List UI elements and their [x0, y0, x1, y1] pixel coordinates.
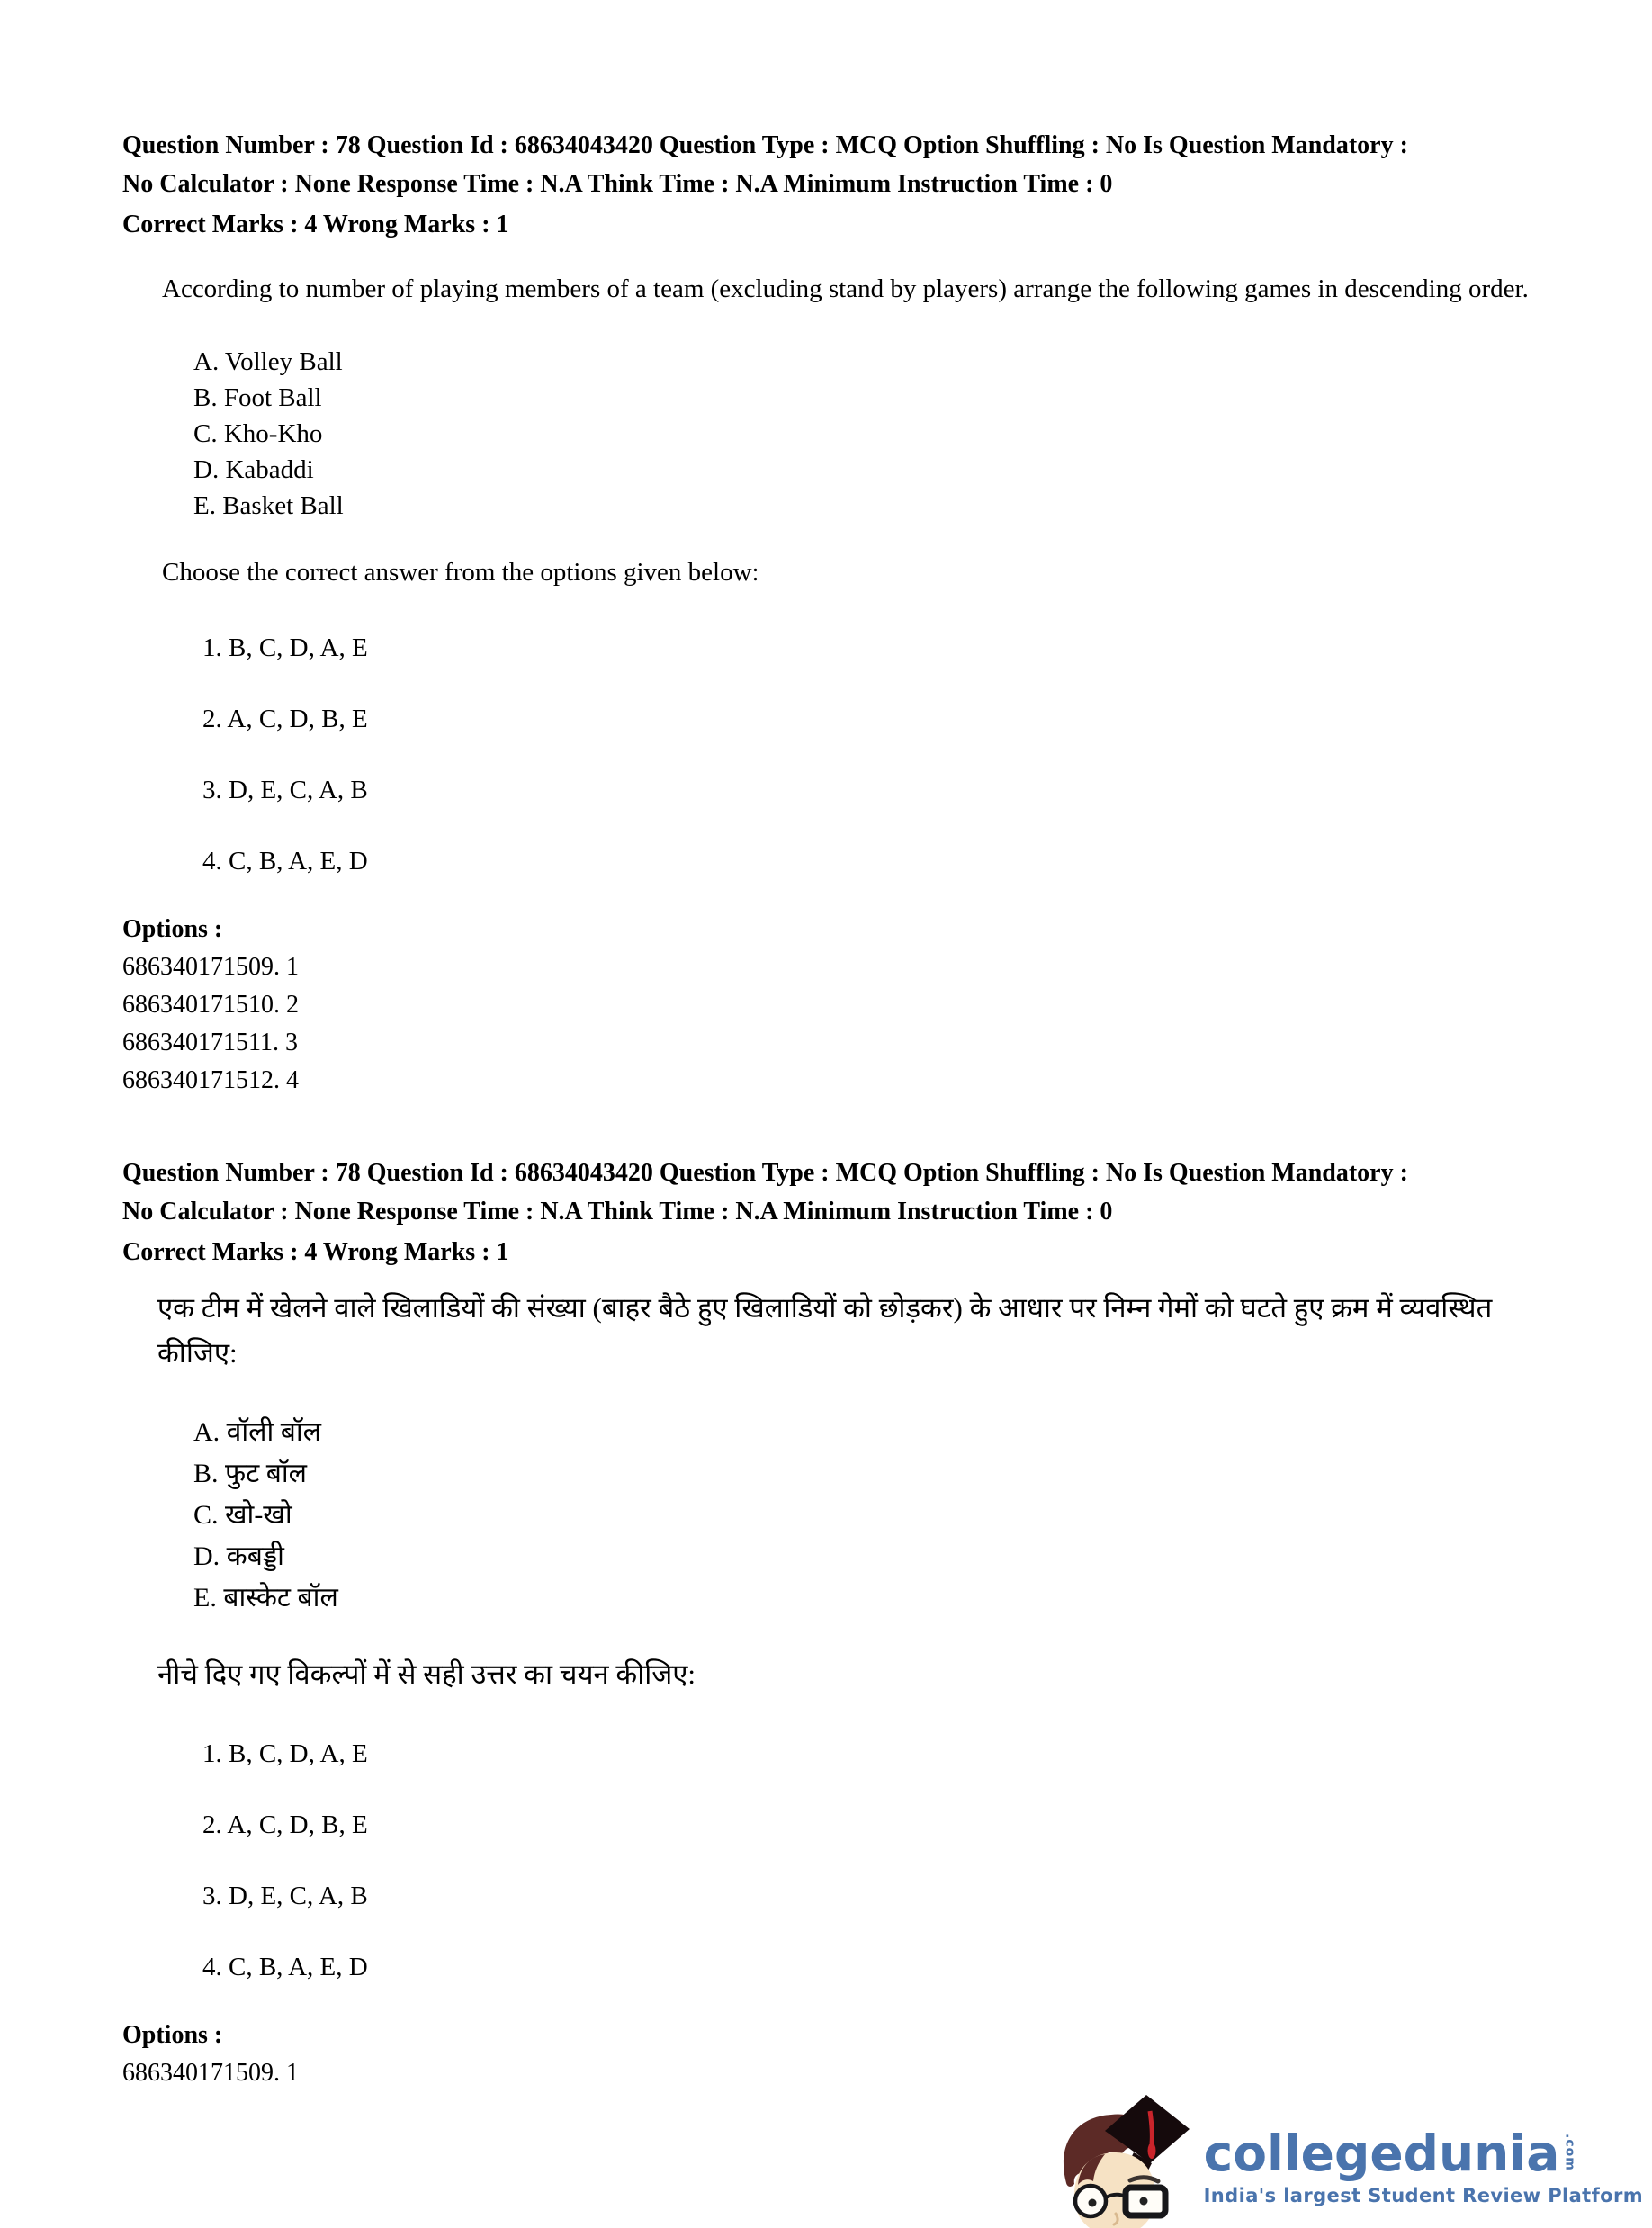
collegedunia-mascot-icon	[1044, 2091, 1195, 2228]
question-item: C. खो-खो	[193, 1500, 292, 1530]
question-item: D. कबड्डी	[193, 1541, 284, 1571]
question-item-list	[193, 1412, 1553, 1619]
question-item: B. Foot Ball	[193, 383, 322, 412]
question-block-english	[122, 126, 1553, 1100]
question-item-list	[193, 344, 1553, 524]
option-id: 686340171509. 1	[122, 2059, 299, 2087]
question-meta	[122, 126, 1553, 203]
answer-choice: 4. C, B, A, E, D	[202, 1953, 368, 1981]
answer-choice: 1. B, C, D, A, E	[202, 1739, 368, 1768]
brand-suffix: .com	[1562, 2133, 1577, 2171]
question-meta	[122, 1154, 1553, 1231]
brand-tagline: India's largest Student Review Platform	[1203, 2185, 1643, 2206]
option-id: 686340171510. 2	[122, 991, 299, 1019]
option-id: 686340171509. 1	[122, 953, 299, 981]
collegedunia-brand-text	[1203, 2124, 1643, 2228]
answer-choice: 4. C, B, A, E, D	[202, 847, 368, 876]
question-item: B. फुट बॉल	[193, 1459, 307, 1488]
option-id-list	[122, 2054, 1553, 2092]
question-item: E. Basket Ball	[193, 491, 344, 520]
question-block-hindi	[122, 1154, 1553, 2092]
answer-choice: 2. A, C, D, B, E	[202, 1810, 368, 1839]
options-label: Options :	[122, 915, 223, 943]
question-meta-line: No Calculator : None Response Time : N.A Think Time : N.A Minimum Instruction Time : 0	[122, 170, 1113, 198]
answer-choice: 3. D, E, C, A, B	[202, 1882, 368, 1910]
question-item: D. Kabaddi	[193, 455, 314, 484]
question-meta-line: No Calculator : None Response Time : N.A Think Time : N.A Minimum Instruction Time : 0	[122, 1198, 1113, 1226]
answer-choice: 2. A, C, D, B, E	[202, 705, 368, 733]
question-item: E. बास्केट बॉल	[193, 1583, 338, 1613]
question-text: According to number of playing members of a team (excluding stand by players) arrange the following games in descending order.	[162, 274, 1529, 303]
marks-line: Correct Marks : 4 Wrong Marks : 1	[122, 1238, 509, 1266]
brand-name: collegedunia	[1203, 2124, 1560, 2182]
question-meta-line: Question Number : 78 Question Id : 68634043420 Question Type : MCQ Option Shuffling : No Is Question Mandatory :	[122, 131, 1408, 159]
answer-choice-list	[202, 1735, 1553, 1986]
collegedunia-logo	[1044, 2091, 1643, 2228]
option-id-list	[122, 948, 1553, 1100]
question-meta-line: Question Number : 78 Question Id : 68634043420 Question Type : MCQ Option Shuffling : No Is Question Mandatory :	[122, 1159, 1408, 1187]
options-label: Options :	[122, 2021, 223, 2049]
answer-prompt: नीचे दिए गए विकल्पों में से सही उत्तर का चयन कीजिए:	[157, 1658, 696, 1690]
question-item: A. Volley Ball	[193, 347, 343, 376]
question-text: एक टीम में खेलने वाले खिलाडियों की संख्या (बाहर बैठे हुए खिलाडियों को छोड़कर) के आधार पर निम्न गेमों को घटते हुए क्रम में व्यवस्थित कीजिए:	[157, 1292, 1493, 1369]
answer-choice-list	[202, 629, 1553, 880]
question-item: A. वॉली बॉल	[193, 1417, 321, 1447]
option-id: 686340171511. 3	[122, 1029, 298, 1056]
question-item: C. Kho-Kho	[193, 419, 323, 448]
option-id: 686340171512. 4	[122, 1066, 299, 1094]
marks-line: Correct Marks : 4 Wrong Marks : 1	[122, 211, 509, 238]
answer-choice: 1. B, C, D, A, E	[202, 633, 368, 662]
answer-choice: 3. D, E, C, A, B	[202, 776, 368, 804]
answer-prompt: Choose the correct answer from the options given below:	[162, 558, 759, 587]
